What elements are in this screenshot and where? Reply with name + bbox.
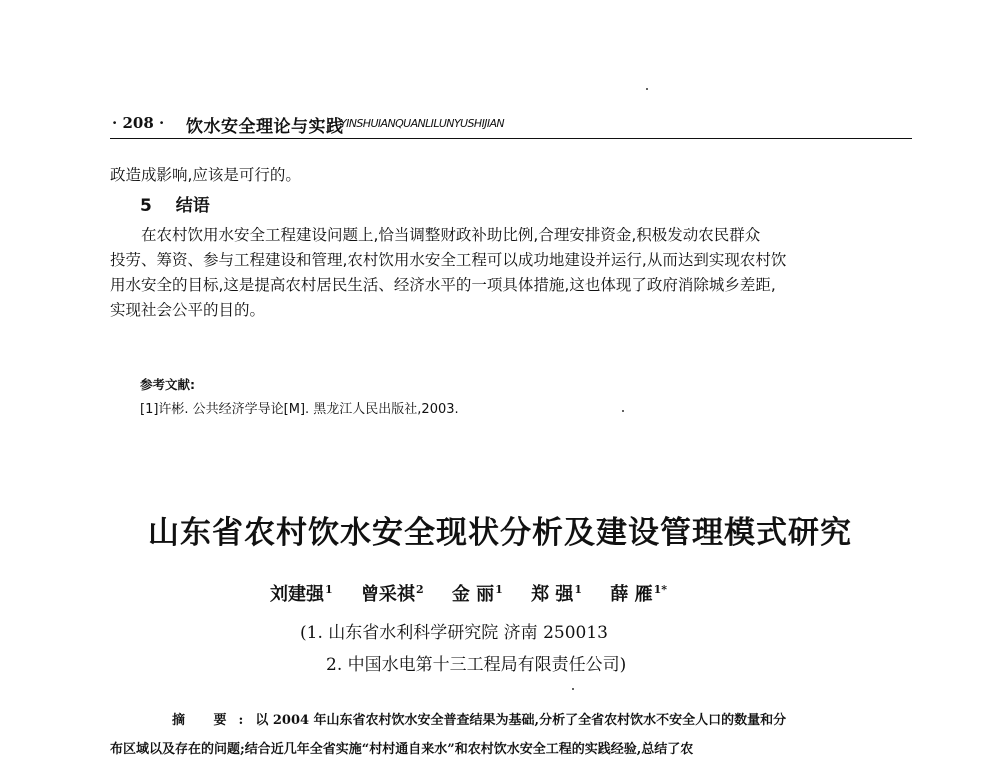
abstract-label: 摘 要:	[172, 713, 256, 728]
author-affiliation-mark: 1	[325, 583, 333, 596]
continuation-line: 政造成影响,应该是可行的。	[110, 166, 301, 184]
abstract-line: 布区域以及存在的问题;结合近几年全省实施“村村通自来水”和农村饮水安全工程的实践经验,总结了农	[110, 742, 694, 757]
author-affiliation-mark: 2	[415, 583, 424, 596]
author-list	[270, 580, 689, 606]
author	[452, 584, 503, 605]
author-name: 郑 强	[531, 584, 574, 605]
references-label: 参考文献:	[140, 377, 195, 392]
author-affiliation-mark: 1*	[653, 583, 667, 596]
conclusion-paragraph	[110, 223, 915, 323]
abstract-line	[172, 709, 912, 728]
author-name: 金 丽	[451, 584, 495, 605]
author	[361, 584, 424, 605]
author	[270, 584, 333, 605]
author	[610, 584, 667, 605]
scan-speck	[622, 410, 624, 412]
abstract-text: 以 2004 年山东省农村饮水安全普查结果为基础,分析了全省农村饮水不安全人口的数量和分	[255, 713, 787, 728]
section-title: 结语	[175, 196, 210, 216]
journal-pinyin: YINSHUIANQUANLILUNYUSHIJIAN	[340, 117, 505, 130]
section-heading	[140, 191, 210, 216]
paragraph-line: 投劳、筹资、参与工程建设和管理,农村饮用水安全工程可以成功地建设并运行,从而达到实现农村饮	[110, 251, 787, 269]
article-title: 山东省农村饮水安全现状分析及建设管理模式研究	[148, 515, 852, 551]
section-number: 5	[140, 196, 152, 216]
author-name: 刘建强	[270, 584, 324, 605]
reference-item: [1]许彬. 公共经济学导论[M]. 黑龙江人民出版社,2003.	[140, 402, 459, 417]
page-number: · 208 ·	[112, 114, 165, 132]
author-name: 薛 雁	[610, 584, 653, 605]
running-head	[112, 112, 912, 136]
scan-speck	[572, 688, 574, 690]
paragraph-line: 用水安全的目标,这是提高农村居民生活、经济水平的一项具体措施,这也体现了政府消除城乡差距,	[110, 276, 776, 294]
author-name: 曾采祺	[360, 584, 415, 605]
paragraph-line: 实现社会公平的目的。	[110, 301, 266, 319]
affiliation-line: 2. 中国水电第十三工程局有限责任公司)	[326, 655, 627, 675]
author-affiliation-mark: 1	[574, 583, 583, 596]
header-rule	[110, 138, 912, 139]
scan-speck	[646, 88, 648, 90]
author-affiliation-mark: 1	[495, 583, 503, 596]
journal-name: 饮水安全理论与实践	[186, 117, 344, 137]
affiliation-line: (1. 山东省水利科学研究院 济南 250013	[300, 623, 608, 643]
author	[531, 584, 582, 605]
paragraph-line: 在农村饮用水安全工程建设问题上,恰当调整财政补助比例,合理安排资金,积极发动农民群众	[141, 226, 761, 244]
